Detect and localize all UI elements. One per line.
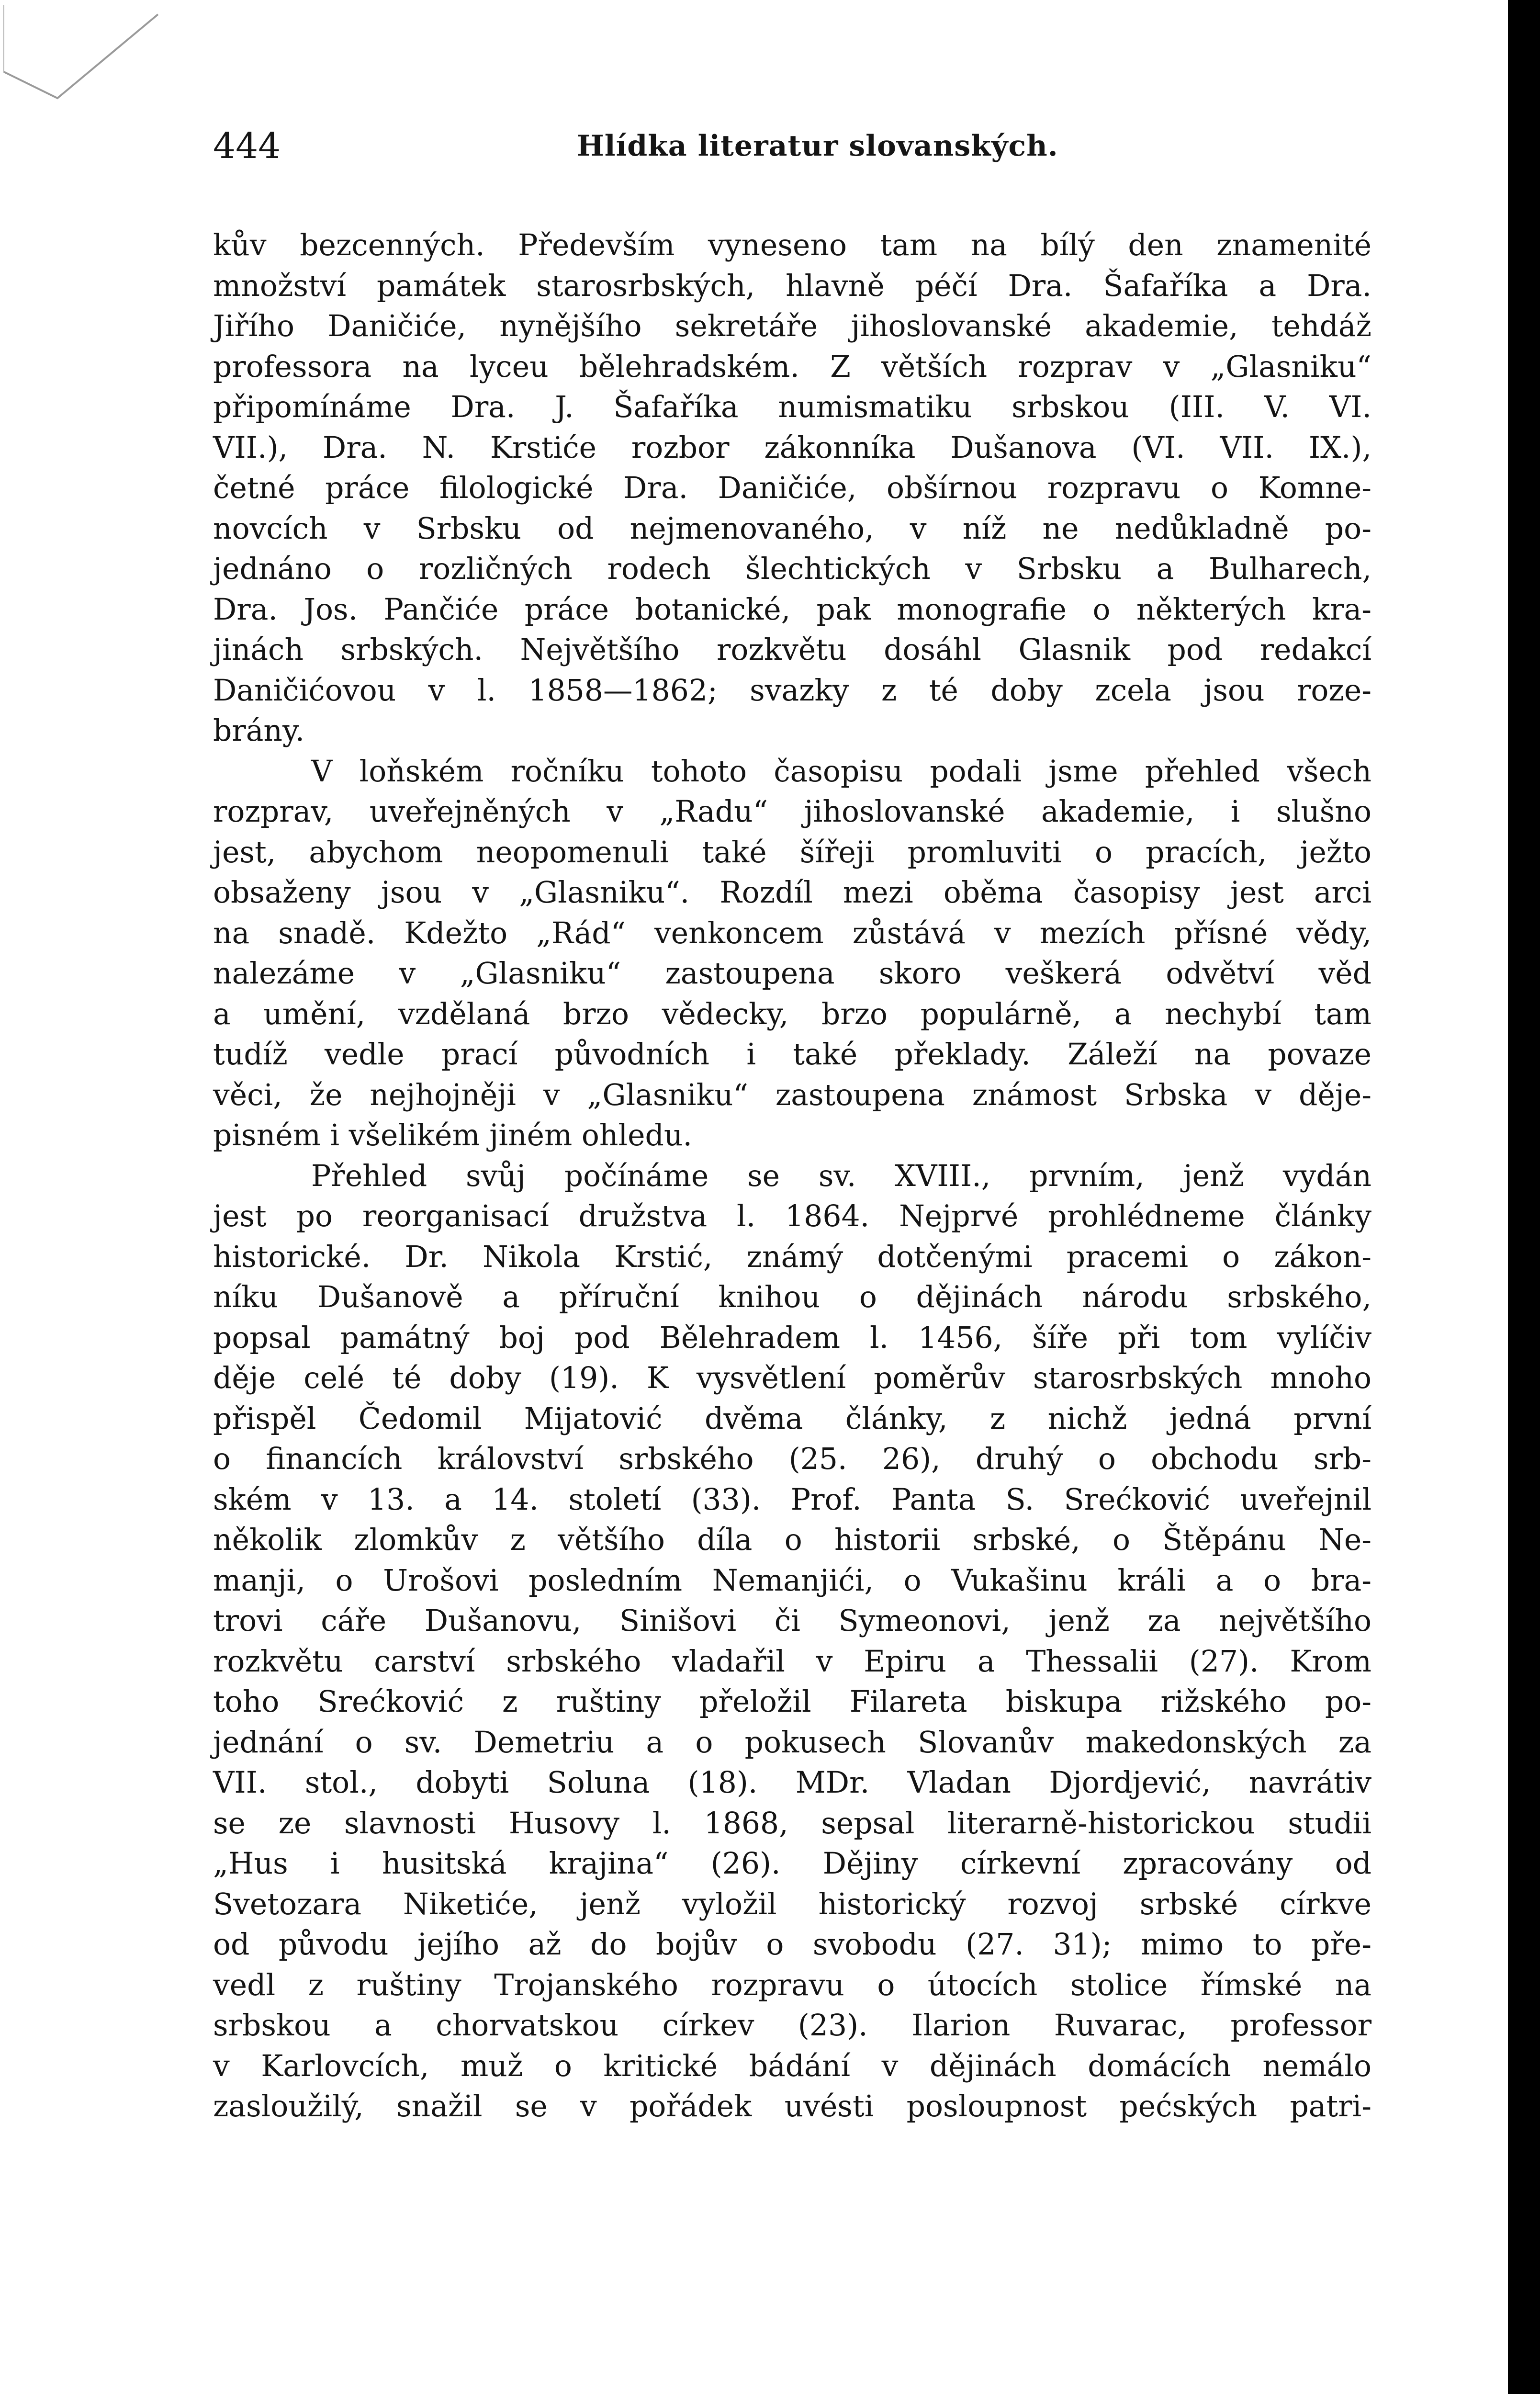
text-line: kův bezcenných. Především vyneseno tam na bílý den znamenité (213, 228, 1371, 262)
text-line: Jiřího Daničiće, nynějšího sekretáře jihoslovanské akademie, tehdáž (213, 309, 1371, 343)
text-line: přispěl Čedomil Mijatović dvěma články, z nichž jedná první (213, 1401, 1371, 1436)
text-line: „Hus i husitská krajina“ (26). Dějiny církevní zpracovány od (213, 1846, 1371, 1881)
body-text (213, 225, 1371, 2127)
text-line: věci, že nejhojněji v „Glasniku“ zastoupena známost Srbska v děje- (213, 1077, 1371, 1112)
text-line: četné práce filologické Dra. Daničiće, obšírnou rozpravu o Komne- (213, 471, 1371, 505)
text-line: professora na lyceu bělehradském. Z větších rozprav v „Glasniku“ (213, 349, 1371, 384)
text-line: jest, abychom neopomenuli také šířeji promluviti o pracích, ježto (213, 835, 1371, 870)
text-line: jednání o sv. Demetriu a o pokusech Slovanův makedonských za (213, 1725, 1371, 1760)
text-line: manji, o Urošovi posledním Nemanjići, o Vukašinu králi a o bra- (213, 1563, 1371, 1598)
text-line: trovi cáře Dušanovu, Sinišovi či Symeonovi, jenž za největšího (213, 1604, 1371, 1638)
text-line: V loňském ročníku tohoto časopisu podali jsme přehled všech (311, 754, 1371, 789)
text-line: VII.), Dra. N. Krstiće rozbor zákonníka Dušanova (VI. VII. IX.), (213, 430, 1371, 465)
text-line: popsal památný boj pod Bělehradem l. 1456, šíře při tom vylíčiv (213, 1320, 1371, 1355)
text-line: Dra. Jos. Pančiće práce botanické, pak monografie o některých kra- (213, 592, 1371, 627)
text-line: srbskou a chorvatskou církev (23). Ilarion Ruvarac, professor (213, 2008, 1371, 2043)
text-line: nalezáme v „Glasniku“ zastoupena skoro veškerá odvětví věd (213, 956, 1371, 991)
scan-edge-shadow (1508, 0, 1540, 2394)
text-line: novcích v Srbsku od nejmenovaného, v níž ne nedůkladně po- (213, 511, 1371, 546)
text-line: množství památek starosrbských, hlavně péčí Dra. Šafaříka a Dra. (213, 268, 1371, 303)
text-line: o financích království srbského (25. 26), druhý o obchodu srb- (213, 1442, 1371, 1476)
text-line: od původu jejího až do bojův o svobodu (27. 31); mimo to pře- (213, 1927, 1371, 1962)
text-line: děje celé té doby (19). K vysvětlení poměrův starosrbských mnoho (213, 1361, 1371, 1395)
text-line: Svetozara Niketiće, jenž vyložil historický rozvoj srbské církve (213, 1886, 1371, 1921)
text-line: několik zlomkův z většího díla o historii srbské, o Štěpánu Ne- (213, 1523, 1371, 1557)
text-line: Daničićovou v l. 1858—1862; svazky z té doby zcela jsou roze- (213, 673, 1371, 708)
text-line: jinách srbských. Největšího rozkvětu dosáhl Glasnik pod redakcí (213, 632, 1371, 667)
text-line: ském v 13. a 14. století (33). Prof. Panta S. Srećković uveřejnil (213, 1482, 1371, 1517)
page-number: 444 (213, 125, 281, 167)
text-line: jednáno o rozličných rodech šlechtických v Srbsku a Bulharech, (213, 552, 1371, 586)
text-line: zasloužilý, snažil se v pořádek uvésti posloupnost pećských patri- (213, 2089, 1371, 2123)
text-line: rozkvětu carství srbského vladařil v Epiru a Thessalii (27). Krom (213, 1644, 1371, 1679)
text-line: brány. (213, 713, 305, 748)
text-line: vedl z ruštiny Trojanského rozpravu o útocích stolice římské na (213, 1967, 1371, 2002)
text-line: v Karlovcích, muž o kritické bádání v dějinách domácích nemálo (213, 2048, 1371, 2083)
text-line: toho Srećković z ruštiny přeložil Filareta biskupa rižského po- (213, 1684, 1371, 1719)
text-line: tudíž vedle prací původních i také překlady. Záleží na povaze (213, 1037, 1371, 1072)
text-line: Přehled svůj počínáme se sv. XVIII., prvním, jenž vydán (311, 1158, 1371, 1193)
text-line: připomínáme Dra. J. Šafaříka numismatiku srbskou (III. V. VI. (213, 390, 1371, 424)
folded-corner-mark (0, 0, 191, 110)
text-line: rozprav, uveřejněných v „Radu“ jihoslovanské akademie, i slušno (213, 794, 1371, 829)
text-line: na snadě. Kdežto „Rád“ venkoncem zůstává v mezích přísné vědy, (213, 915, 1371, 950)
running-title: Hlídka literatur slovanských. (577, 129, 1058, 163)
text-line: a umění, vzdělaná brzo vědecky, brzo populárně, a nechybí tam (213, 996, 1371, 1031)
text-line: obsaženy jsou v „Glasniku“. Rozdíl mezi oběma časopisy jest arci (213, 875, 1371, 910)
text-line: se ze slavnosti Husovy l. 1868, sepsal literarně-historickou studii (213, 1806, 1371, 1841)
page-header (213, 120, 1371, 172)
text-line: VII. stol., dobyti Soluna (18). MDr. Vladan Djordjević, navrátiv (213, 1765, 1371, 1800)
text-line: níku Dušanově a příruční knihou o dějinách národu srbského, (213, 1280, 1371, 1314)
text-line: jest po reorganisací družstva l. 1864. Nejprvé prohlédneme články (213, 1199, 1371, 1233)
text-line: pisném i všelikém jiném ohledu. (213, 1118, 693, 1152)
text-line: historické. Dr. Nikola Krstić, známý dotčenými pracemi o zákon- (213, 1239, 1371, 1274)
